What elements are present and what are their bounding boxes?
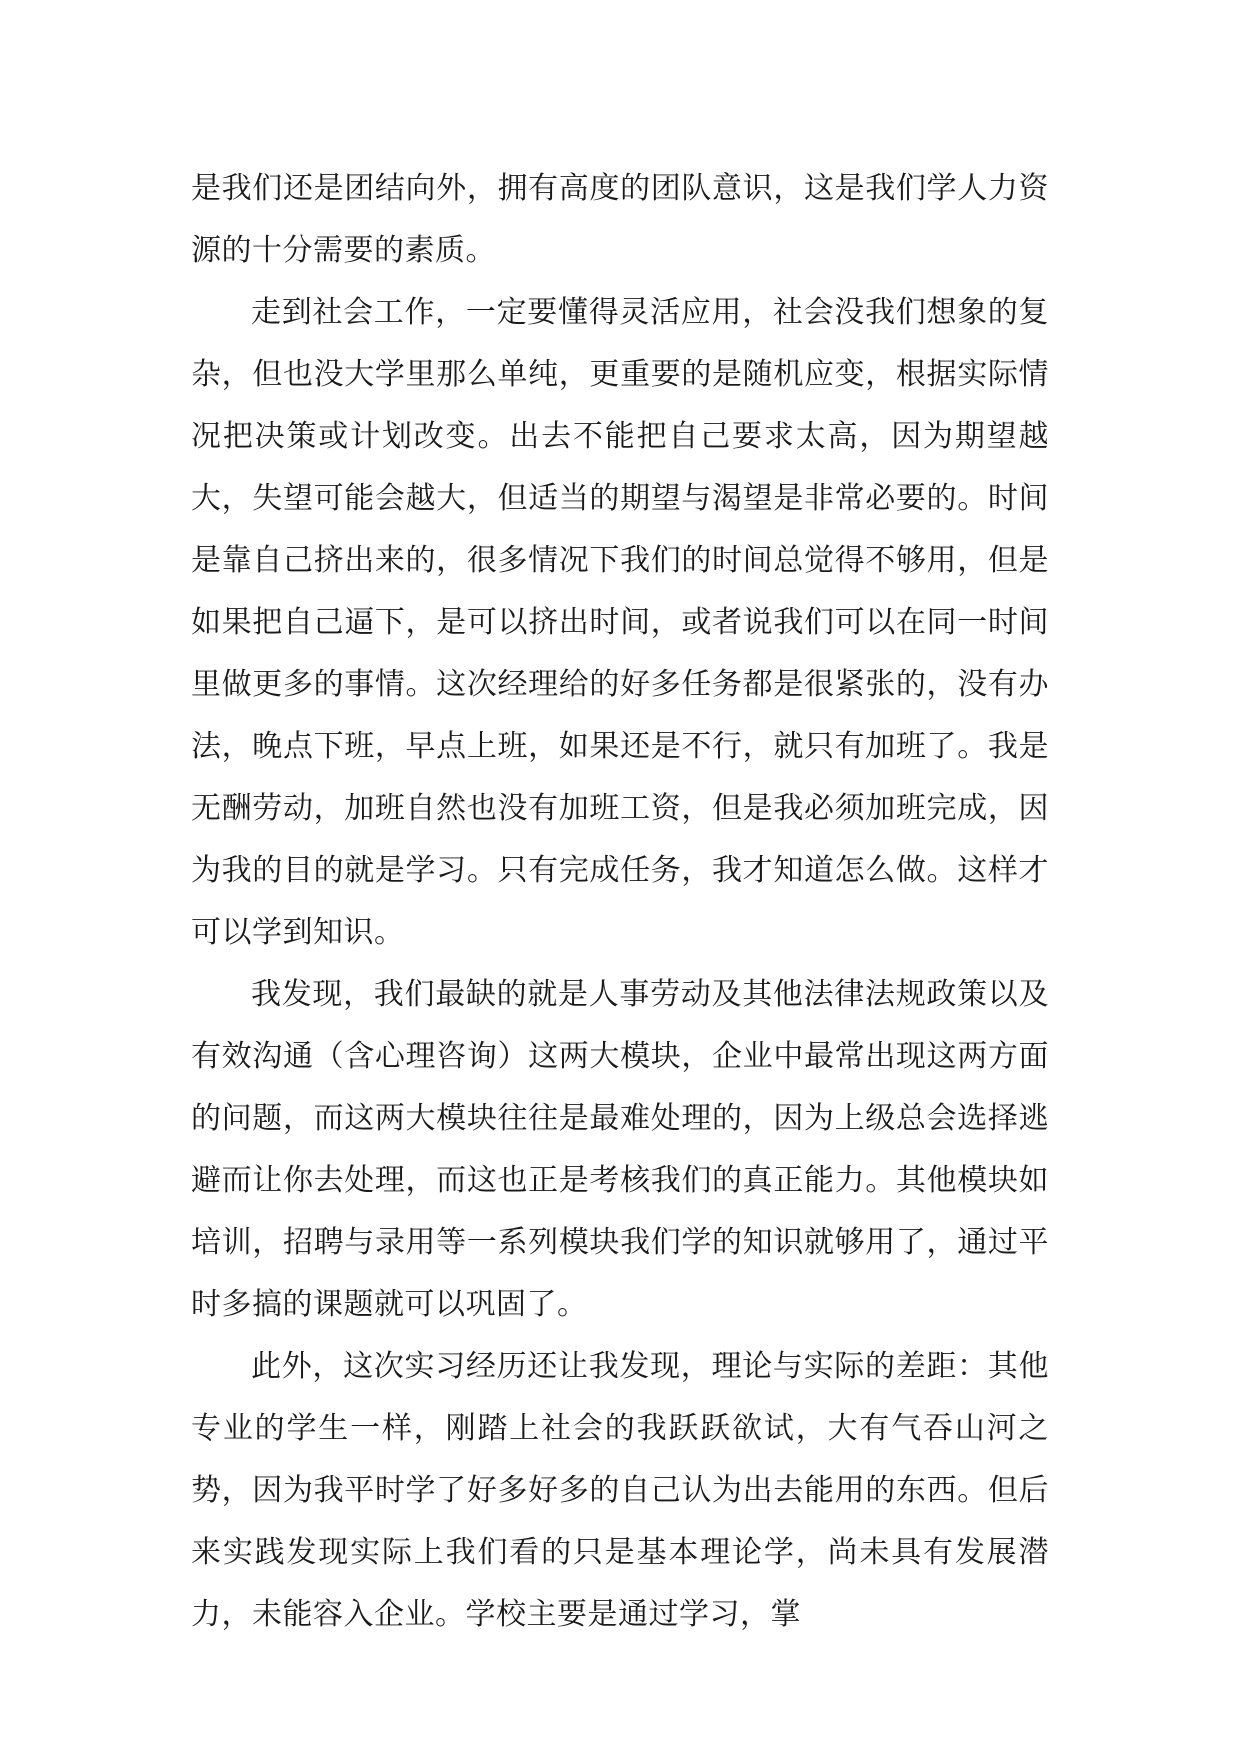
paragraph-1: 是我们还是团结向外，拥有高度的团队意识，这是我们学人力资源的十分需要的素质。 — [191, 171, 1049, 268]
paragraph-2: 走到社会工作，一定要懂得灵活应用，社会没我们想象的复杂，但也没大学里那么单纯，更重要的是随机应变，根据实际情况把决策或计划改变。出去不能把自己要求太高，因为期望越大，失望可能会越大，但适当的期望与渴望是非常必要的。时间是靠自己挤出来的，很多情况下我们的时间总觉得不够用，但是如果把自己逼下，是可以挤出时间，或者说我们可以在同一时间里做更多的事情。这次经理给的好多任务都是很紧张的，没有办法，晚点下班，早点上班，如果还是不行，就只有加班了。我是无酬劳动，加班自然也没有加班工资，但是我必须加班完成，因为我的目的就是学习。只有完成任务，我才知道怎么做。这样才可以学到知识。 — [191, 295, 1049, 950]
document-body — [191, 158, 1049, 1646]
paragraph-3: 我发现，我们最缺的就是人事劳动及其他法律法规政策以及有效沟通（含心理咨询）这两大模块，企业中最常出现这两方面的问题，而这两大模块往往是最难处理的，因为上级总会选择逃避而让你去处理，而这也正是考核我们的真正能力。其他模块如培训，招聘与录用等一系列模块我们学的知识就够用了，通过平时多搞的课题就可以巩固了。 — [191, 977, 1049, 1322]
paragraph-4: 此外，这次实习经历还让我发现，理论与实际的差距：其他专业的学生一样，刚踏上社会的我跃跃欲试，大有气吞山河之势，因为我平时学了好多好多的自己认为出去能用的东西。但后来实践发现实际上我们看的只是基本理论学，尚未具有发展潜力，未能容入企业。学校主要是通过学习，掌 — [191, 1349, 1049, 1632]
